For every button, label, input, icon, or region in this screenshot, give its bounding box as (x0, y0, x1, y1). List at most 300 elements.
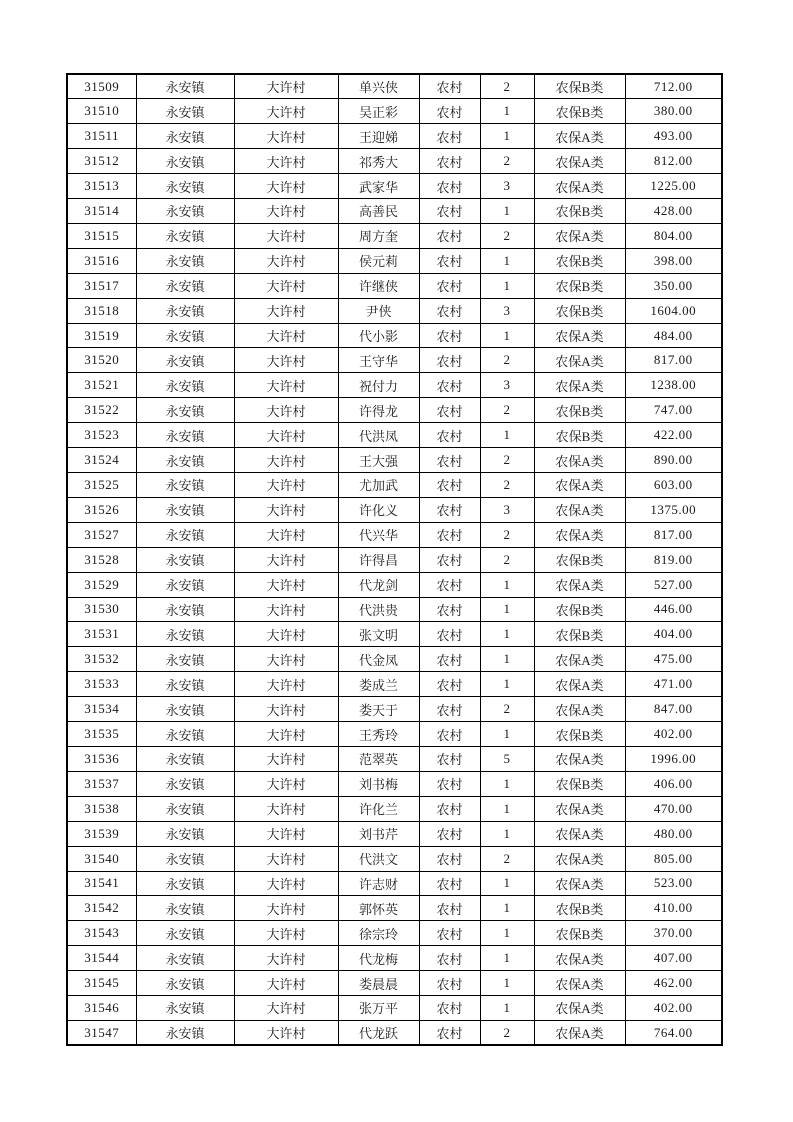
cell-amount: 890.00 (625, 448, 722, 473)
cell-record-id: 31544 (67, 946, 136, 971)
cell-person-name: 尤加武 (338, 473, 419, 498)
cell-amount: 817.00 (625, 348, 722, 373)
cell-person-name: 徐宗玲 (338, 921, 419, 946)
cell-person-name: 许得昌 (338, 547, 419, 572)
table-row (67, 522, 722, 547)
cell-person-name: 王迎娣 (338, 124, 419, 149)
cell-person-name: 王大强 (338, 448, 419, 473)
cell-village: 大许村 (234, 273, 338, 298)
cell-record-id: 31528 (67, 547, 136, 572)
cell-person-count: 1 (480, 423, 534, 448)
table-row (67, 821, 722, 846)
cell-person-count: 1 (480, 647, 534, 672)
cell-residence-type: 农村 (419, 846, 480, 871)
cell-record-id: 31533 (67, 672, 136, 697)
table-row (67, 1020, 722, 1045)
cell-person-name: 代洪凤 (338, 423, 419, 448)
cell-town: 永安镇 (136, 946, 234, 971)
cell-record-id: 31512 (67, 149, 136, 174)
table-row (67, 149, 722, 174)
cell-town: 永安镇 (136, 273, 234, 298)
cell-residence-type: 农村 (419, 124, 480, 149)
cell-person-count: 1 (480, 273, 534, 298)
cell-person-count: 1 (480, 796, 534, 821)
cell-record-id: 31510 (67, 99, 136, 124)
cell-record-id: 31509 (67, 74, 136, 99)
table-row (67, 398, 722, 423)
cell-insurance-class: 农保A类 (534, 174, 625, 199)
table-row (67, 323, 722, 348)
cell-town: 永安镇 (136, 448, 234, 473)
cell-person-count: 1 (480, 722, 534, 747)
cell-amount: 422.00 (625, 423, 722, 448)
cell-person-count: 3 (480, 298, 534, 323)
cell-insurance-class: 农保A类 (534, 448, 625, 473)
cell-village: 大许村 (234, 722, 338, 747)
cell-village: 大许村 (234, 348, 338, 373)
table-row (67, 921, 722, 946)
cell-residence-type: 农村 (419, 921, 480, 946)
cell-town: 永安镇 (136, 398, 234, 423)
cell-village: 大许村 (234, 522, 338, 547)
cell-town: 永安镇 (136, 174, 234, 199)
cell-residence-type: 农村 (419, 223, 480, 248)
table-row (67, 896, 722, 921)
table-row (67, 373, 722, 398)
cell-person-name: 许化义 (338, 497, 419, 522)
cell-amount: 402.00 (625, 996, 722, 1021)
cell-insurance-class: 农保B类 (534, 248, 625, 273)
cell-town: 永安镇 (136, 622, 234, 647)
cell-insurance-class: 农保A类 (534, 1020, 625, 1045)
cell-insurance-class: 农保B类 (534, 99, 625, 124)
cell-residence-type: 农村 (419, 746, 480, 771)
cell-residence-type: 农村 (419, 248, 480, 273)
table-row (67, 722, 722, 747)
cell-residence-type: 农村 (419, 323, 480, 348)
table-row (67, 572, 722, 597)
cell-record-id: 31515 (67, 223, 136, 248)
cell-person-count: 1 (480, 821, 534, 846)
cell-amount: 1238.00 (625, 373, 722, 398)
cell-insurance-class: 农保B类 (534, 921, 625, 946)
cell-insurance-class: 农保A类 (534, 348, 625, 373)
cell-amount: 817.00 (625, 522, 722, 547)
cell-person-count: 2 (480, 149, 534, 174)
cell-village: 大许村 (234, 223, 338, 248)
cell-person-name: 郭怀英 (338, 896, 419, 921)
cell-insurance-class: 农保A类 (534, 846, 625, 871)
cell-village: 大许村 (234, 124, 338, 149)
cell-insurance-class: 农保B类 (534, 722, 625, 747)
cell-residence-type: 农村 (419, 174, 480, 199)
cell-record-id: 31516 (67, 248, 136, 273)
cell-person-count: 2 (480, 398, 534, 423)
cell-record-id: 31539 (67, 821, 136, 846)
cell-town: 永安镇 (136, 672, 234, 697)
cell-residence-type: 农村 (419, 771, 480, 796)
cell-amount: 380.00 (625, 99, 722, 124)
cell-insurance-class: 农保B类 (534, 771, 625, 796)
cell-amount: 1225.00 (625, 174, 722, 199)
cell-person-name: 许继侠 (338, 273, 419, 298)
cell-person-name: 尹侠 (338, 298, 419, 323)
cell-town: 永安镇 (136, 771, 234, 796)
table-row (67, 174, 722, 199)
cell-residence-type: 农村 (419, 199, 480, 224)
cell-amount: 446.00 (625, 597, 722, 622)
cell-person-name: 代小影 (338, 323, 419, 348)
cell-town: 永安镇 (136, 547, 234, 572)
cell-residence-type: 农村 (419, 99, 480, 124)
cell-amount: 819.00 (625, 547, 722, 572)
cell-village: 大许村 (234, 896, 338, 921)
cell-insurance-class: 农保A类 (534, 996, 625, 1021)
table-row (67, 946, 722, 971)
cell-residence-type: 农村 (419, 423, 480, 448)
cell-record-id: 31527 (67, 522, 136, 547)
cell-amount: 471.00 (625, 672, 722, 697)
cell-town: 永安镇 (136, 473, 234, 498)
cell-insurance-class: 农保B类 (534, 597, 625, 622)
cell-person-count: 2 (480, 1020, 534, 1045)
cell-amount: 847.00 (625, 697, 722, 722)
cell-town: 永安镇 (136, 323, 234, 348)
table-row (67, 273, 722, 298)
cell-insurance-class: 农保B类 (534, 547, 625, 572)
cell-amount: 475.00 (625, 647, 722, 672)
cell-person-count: 1 (480, 597, 534, 622)
table-row (67, 124, 722, 149)
cell-town: 永安镇 (136, 821, 234, 846)
cell-person-count: 1 (480, 323, 534, 348)
cell-person-count: 2 (480, 348, 534, 373)
cell-amount: 603.00 (625, 473, 722, 498)
cell-village: 大许村 (234, 597, 338, 622)
cell-village: 大许村 (234, 373, 338, 398)
cell-person-count: 2 (480, 522, 534, 547)
cell-insurance-class: 农保A类 (534, 971, 625, 996)
cell-village: 大许村 (234, 423, 338, 448)
cell-residence-type: 农村 (419, 273, 480, 298)
cell-amount: 1604.00 (625, 298, 722, 323)
cell-person-name: 吴正彩 (338, 99, 419, 124)
cell-village: 大许村 (234, 99, 338, 124)
cell-insurance-class: 农保A类 (534, 323, 625, 348)
cell-village: 大许村 (234, 971, 338, 996)
cell-village: 大许村 (234, 672, 338, 697)
cell-record-id: 31518 (67, 298, 136, 323)
cell-residence-type: 农村 (419, 821, 480, 846)
table-body (67, 74, 722, 1045)
cell-amount: 747.00 (625, 398, 722, 423)
cell-residence-type: 农村 (419, 1020, 480, 1045)
cell-town: 永安镇 (136, 423, 234, 448)
table-row (67, 697, 722, 722)
cell-person-count: 1 (480, 672, 534, 697)
cell-person-name: 娄晨晨 (338, 971, 419, 996)
cell-insurance-class: 农保A类 (534, 497, 625, 522)
cell-village: 大许村 (234, 174, 338, 199)
cell-record-id: 31524 (67, 448, 136, 473)
cell-insurance-class: 农保B类 (534, 298, 625, 323)
cell-insurance-class: 农保B类 (534, 622, 625, 647)
cell-person-name: 范翠英 (338, 746, 419, 771)
cell-insurance-class: 农保A类 (534, 473, 625, 498)
cell-record-id: 31526 (67, 497, 136, 522)
cell-residence-type: 农村 (419, 448, 480, 473)
cell-village: 大许村 (234, 697, 338, 722)
cell-village: 大许村 (234, 996, 338, 1021)
cell-person-count: 1 (480, 896, 534, 921)
cell-village: 大许村 (234, 448, 338, 473)
cell-person-count: 1 (480, 622, 534, 647)
cell-insurance-class: 农保A类 (534, 572, 625, 597)
cell-village: 大许村 (234, 74, 338, 99)
cell-person-name: 娄成兰 (338, 672, 419, 697)
cell-amount: 480.00 (625, 821, 722, 846)
cell-record-id: 31534 (67, 697, 136, 722)
cell-village: 大许村 (234, 647, 338, 672)
cell-amount: 398.00 (625, 248, 722, 273)
cell-village: 大许村 (234, 821, 338, 846)
cell-person-count: 1 (480, 572, 534, 597)
cell-residence-type: 农村 (419, 373, 480, 398)
cell-amount: 493.00 (625, 124, 722, 149)
cell-town: 永安镇 (136, 996, 234, 1021)
table-row (67, 473, 722, 498)
cell-person-count: 1 (480, 871, 534, 896)
table-row (67, 547, 722, 572)
cell-insurance-class: 农保B类 (534, 423, 625, 448)
cell-amount: 523.00 (625, 871, 722, 896)
cell-record-id: 31536 (67, 746, 136, 771)
cell-town: 永安镇 (136, 124, 234, 149)
table-row (67, 223, 722, 248)
table-row (67, 647, 722, 672)
cell-residence-type: 农村 (419, 348, 480, 373)
cell-person-count: 1 (480, 199, 534, 224)
cell-record-id: 31547 (67, 1020, 136, 1045)
cell-amount: 1375.00 (625, 497, 722, 522)
cell-person-name: 周方奎 (338, 223, 419, 248)
table-row (67, 871, 722, 896)
cell-record-id: 31532 (67, 647, 136, 672)
cell-person-name: 单兴侠 (338, 74, 419, 99)
cell-village: 大许村 (234, 572, 338, 597)
cell-village: 大许村 (234, 547, 338, 572)
cell-village: 大许村 (234, 497, 338, 522)
cell-person-name: 代龙跃 (338, 1020, 419, 1045)
table-row (67, 99, 722, 124)
cell-person-name: 侯元莉 (338, 248, 419, 273)
cell-person-name: 王秀玲 (338, 722, 419, 747)
cell-town: 永安镇 (136, 921, 234, 946)
cell-amount: 804.00 (625, 223, 722, 248)
cell-insurance-class: 农保A类 (534, 149, 625, 174)
cell-insurance-class: 农保B类 (534, 74, 625, 99)
cell-residence-type: 农村 (419, 871, 480, 896)
cell-person-count: 2 (480, 473, 534, 498)
cell-village: 大许村 (234, 771, 338, 796)
cell-person-name: 武家华 (338, 174, 419, 199)
cell-town: 永安镇 (136, 497, 234, 522)
cell-village: 大许村 (234, 846, 338, 871)
cell-town: 永安镇 (136, 373, 234, 398)
cell-insurance-class: 农保A类 (534, 522, 625, 547)
cell-amount: 404.00 (625, 622, 722, 647)
cell-amount: 402.00 (625, 722, 722, 747)
cell-residence-type: 农村 (419, 572, 480, 597)
cell-village: 大许村 (234, 398, 338, 423)
cell-insurance-class: 农保A类 (534, 946, 625, 971)
table-row (67, 746, 722, 771)
cell-insurance-class: 农保B类 (534, 896, 625, 921)
cell-person-name: 许化兰 (338, 796, 419, 821)
cell-record-id: 31523 (67, 423, 136, 448)
cell-person-name: 刘书梅 (338, 771, 419, 796)
cell-record-id: 31541 (67, 871, 136, 896)
cell-record-id: 31530 (67, 597, 136, 622)
table-row (67, 796, 722, 821)
cell-amount: 462.00 (625, 971, 722, 996)
cell-person-name: 代洪贵 (338, 597, 419, 622)
cell-person-name: 代金凤 (338, 647, 419, 672)
cell-residence-type: 农村 (419, 74, 480, 99)
cell-insurance-class: 农保A类 (534, 796, 625, 821)
cell-town: 永安镇 (136, 846, 234, 871)
cell-record-id: 31538 (67, 796, 136, 821)
cell-person-count: 2 (480, 223, 534, 248)
cell-person-name: 张万平 (338, 996, 419, 1021)
table-row (67, 348, 722, 373)
table-row (67, 771, 722, 796)
cell-person-count: 2 (480, 697, 534, 722)
cell-person-count: 3 (480, 497, 534, 522)
cell-record-id: 31535 (67, 722, 136, 747)
cell-insurance-class: 农保A类 (534, 746, 625, 771)
cell-town: 永安镇 (136, 522, 234, 547)
cell-person-count: 1 (480, 771, 534, 796)
cell-person-name: 祝付力 (338, 373, 419, 398)
cell-amount: 470.00 (625, 796, 722, 821)
cell-insurance-class: 农保A类 (534, 373, 625, 398)
cell-town: 永安镇 (136, 298, 234, 323)
cell-town: 永安镇 (136, 572, 234, 597)
cell-record-id: 31540 (67, 846, 136, 871)
cell-town: 永安镇 (136, 149, 234, 174)
cell-record-id: 31543 (67, 921, 136, 946)
cell-residence-type: 农村 (419, 971, 480, 996)
cell-person-name: 王守华 (338, 348, 419, 373)
cell-town: 永安镇 (136, 74, 234, 99)
cell-person-count: 1 (480, 946, 534, 971)
cell-amount: 812.00 (625, 149, 722, 174)
cell-residence-type: 农村 (419, 149, 480, 174)
table-row (67, 497, 722, 522)
cell-town: 永安镇 (136, 896, 234, 921)
cell-residence-type: 农村 (419, 298, 480, 323)
cell-residence-type: 农村 (419, 647, 480, 672)
cell-person-count: 3 (480, 174, 534, 199)
cell-village: 大许村 (234, 149, 338, 174)
cell-person-count: 1 (480, 124, 534, 149)
cell-person-name: 许得龙 (338, 398, 419, 423)
cell-town: 永安镇 (136, 796, 234, 821)
cell-insurance-class: 农保A类 (534, 697, 625, 722)
cell-village: 大许村 (234, 323, 338, 348)
table-row (67, 199, 722, 224)
cell-village: 大许村 (234, 746, 338, 771)
cell-village: 大许村 (234, 796, 338, 821)
cell-person-name: 祁秀大 (338, 149, 419, 174)
cell-village: 大许村 (234, 248, 338, 273)
cell-person-name: 刘书芹 (338, 821, 419, 846)
cell-person-name: 娄天于 (338, 697, 419, 722)
cell-residence-type: 农村 (419, 796, 480, 821)
cell-person-name: 代兴华 (338, 522, 419, 547)
cell-town: 永安镇 (136, 223, 234, 248)
cell-amount: 350.00 (625, 273, 722, 298)
cell-residence-type: 农村 (419, 722, 480, 747)
cell-person-name: 代洪文 (338, 846, 419, 871)
cell-town: 永安镇 (136, 597, 234, 622)
cell-village: 大许村 (234, 921, 338, 946)
cell-person-count: 3 (480, 373, 534, 398)
cell-town: 永安镇 (136, 348, 234, 373)
cell-village: 大许村 (234, 622, 338, 647)
cell-record-id: 31522 (67, 398, 136, 423)
cell-town: 永安镇 (136, 746, 234, 771)
cell-residence-type: 农村 (419, 597, 480, 622)
cell-person-count: 2 (480, 448, 534, 473)
cell-village: 大许村 (234, 871, 338, 896)
cell-record-id: 31531 (67, 622, 136, 647)
cell-insurance-class: 农保A类 (534, 672, 625, 697)
cell-town: 永安镇 (136, 971, 234, 996)
cell-village: 大许村 (234, 298, 338, 323)
cell-town: 永安镇 (136, 199, 234, 224)
cell-record-id: 31521 (67, 373, 136, 398)
cell-town: 永安镇 (136, 647, 234, 672)
table-row (67, 74, 722, 99)
cell-person-name: 张文明 (338, 622, 419, 647)
cell-amount: 712.00 (625, 74, 722, 99)
cell-amount: 484.00 (625, 323, 722, 348)
cell-insurance-class: 农保A类 (534, 821, 625, 846)
cell-town: 永安镇 (136, 871, 234, 896)
table-row (67, 971, 722, 996)
cell-record-id: 31529 (67, 572, 136, 597)
cell-town: 永安镇 (136, 248, 234, 273)
cell-insurance-class: 农保B类 (534, 398, 625, 423)
cell-person-name: 高善民 (338, 199, 419, 224)
table-row (67, 423, 722, 448)
cell-village: 大许村 (234, 1020, 338, 1045)
cell-residence-type: 农村 (419, 896, 480, 921)
cell-person-name: 代龙梅 (338, 946, 419, 971)
cell-amount: 406.00 (625, 771, 722, 796)
cell-person-count: 5 (480, 746, 534, 771)
cell-residence-type: 农村 (419, 547, 480, 572)
cell-person-count: 2 (480, 547, 534, 572)
cell-record-id: 31517 (67, 273, 136, 298)
cell-residence-type: 农村 (419, 473, 480, 498)
table-row (67, 448, 722, 473)
cell-village: 大许村 (234, 946, 338, 971)
cell-amount: 407.00 (625, 946, 722, 971)
cell-person-count: 2 (480, 74, 534, 99)
